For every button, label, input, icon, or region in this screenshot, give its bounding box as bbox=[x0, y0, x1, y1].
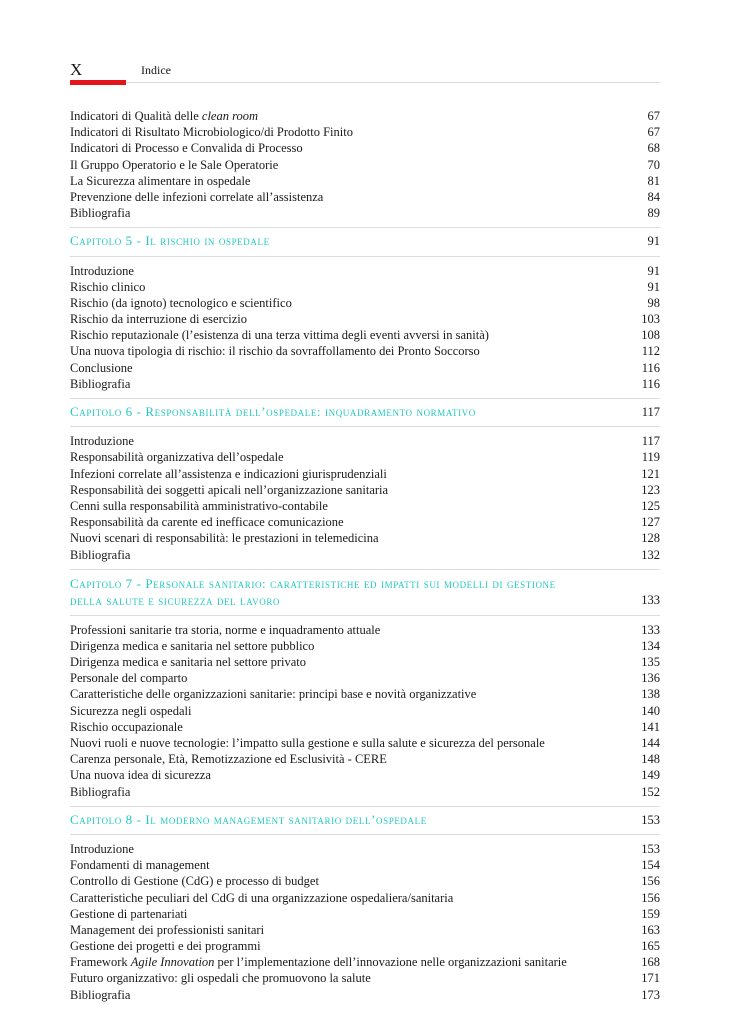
page-number: X bbox=[70, 60, 84, 79]
toc-entry-page: 119 bbox=[641, 450, 660, 465]
toc-entry-page: 171 bbox=[641, 971, 660, 986]
toc-entry-page: 134 bbox=[641, 638, 660, 653]
toc-entry[interactable] bbox=[70, 482, 660, 498]
toc-entry-title: Carenza personale, Età, Remotizzazione ed Esclusività - CERE bbox=[70, 752, 387, 767]
toc-entry-title: Personale del comparto bbox=[70, 671, 188, 686]
toc-entry-title: La Sicurezza alimentare in ospedale bbox=[70, 173, 251, 188]
toc-entry-page: 159 bbox=[641, 906, 660, 921]
toc-entry-page: 165 bbox=[641, 939, 660, 954]
toc-entry[interactable] bbox=[70, 841, 660, 857]
toc-entry[interactable] bbox=[70, 873, 660, 889]
toc-entry[interactable] bbox=[70, 530, 660, 546]
header-rule bbox=[70, 82, 660, 83]
toc-entry[interactable] bbox=[70, 376, 660, 392]
toc-entry-page: 154 bbox=[641, 858, 660, 873]
toc-entry[interactable] bbox=[70, 360, 660, 376]
toc-entry-page: 84 bbox=[647, 189, 660, 204]
toc-entry-title: Indicatori di Risultato Microbiologico/di Prodotto Finito bbox=[70, 125, 353, 140]
toc-entry-title: Bibliografia bbox=[70, 206, 131, 221]
toc-entry-page: 133 bbox=[641, 622, 660, 637]
chapter-title: Capitolo 8 - Il moderno management sanitario dell’ospedale bbox=[70, 811, 427, 827]
toc-entry-page: 156 bbox=[641, 874, 660, 889]
toc-entry-page: 116 bbox=[641, 376, 660, 391]
toc-entry-title: Caratteristiche delle organizzazioni sanitarie: principi base e novità organizzative bbox=[70, 687, 477, 702]
toc-entry[interactable] bbox=[70, 514, 660, 530]
toc-entry[interactable] bbox=[70, 140, 660, 156]
running-title: Indice bbox=[141, 63, 171, 77]
toc-entry[interactable] bbox=[70, 449, 660, 465]
toc-entry-title: Conclusione bbox=[70, 360, 133, 375]
toc-entry-title: Bibliografia bbox=[70, 987, 131, 1002]
toc-entry[interactable] bbox=[70, 719, 660, 735]
toc-entry-page: 98 bbox=[647, 295, 660, 310]
toc-entry-page: 123 bbox=[641, 482, 660, 497]
toc-entry-page: 81 bbox=[647, 173, 660, 188]
toc-entry-title: Indicatori di Processo e Convalida di Processo bbox=[70, 141, 303, 156]
chapter-page: 117 bbox=[641, 405, 660, 420]
toc-entry-title: Rischio clinico bbox=[70, 279, 146, 294]
toc-entry-title: Una nuova idea di sicurezza bbox=[70, 768, 211, 783]
toc-entry-title: Gestione di partenariati bbox=[70, 906, 188, 921]
chapter-heading-block bbox=[70, 398, 660, 427]
toc-entry-title: Indicatori di Qualità delle clean room bbox=[70, 109, 259, 123]
toc-entry-title: Responsabilità da carente ed inefficace comunicazione bbox=[70, 515, 344, 530]
toc-entry[interactable] bbox=[70, 157, 660, 173]
toc-entry[interactable] bbox=[70, 295, 660, 311]
toc-entry[interactable] bbox=[70, 938, 660, 954]
toc-entry-title: Prevenzione delle infezioni correlate all’assistenza bbox=[70, 189, 324, 204]
toc-entry[interactable] bbox=[70, 767, 660, 783]
toc-entry-page: 141 bbox=[641, 719, 660, 734]
toc-entry-page: 132 bbox=[641, 547, 660, 562]
toc-entry[interactable] bbox=[70, 498, 660, 514]
chapter-heading[interactable] bbox=[70, 404, 660, 420]
toc-entry[interactable] bbox=[70, 433, 660, 449]
toc-entry[interactable] bbox=[70, 173, 660, 189]
toc-entry[interactable] bbox=[70, 987, 660, 1003]
chapter-page: 153 bbox=[641, 812, 660, 827]
chapter-heading-continued[interactable] bbox=[70, 592, 660, 609]
chapter-heading[interactable] bbox=[70, 233, 660, 249]
toc-entry-title: Bibliografia bbox=[70, 547, 131, 562]
toc-entry[interactable] bbox=[70, 205, 660, 221]
accent-bar bbox=[70, 80, 126, 85]
toc-entry-title: Bibliografia bbox=[70, 784, 131, 799]
toc-entry-page: 156 bbox=[641, 890, 660, 905]
toc-entry-page: 117 bbox=[641, 434, 660, 449]
toc-entry-title: Fondamenti di management bbox=[70, 858, 210, 873]
toc-entry[interactable] bbox=[70, 703, 660, 719]
toc-entry[interactable] bbox=[70, 735, 660, 751]
toc-entry-title: Bibliografia bbox=[70, 376, 131, 391]
toc-entry[interactable] bbox=[70, 279, 660, 295]
toc-entry[interactable] bbox=[70, 922, 660, 938]
table-of-contents bbox=[70, 108, 660, 1003]
toc-entry[interactable] bbox=[70, 466, 660, 482]
toc-entry-page: 68 bbox=[647, 141, 660, 156]
toc-entry[interactable] bbox=[70, 890, 660, 906]
toc-entry[interactable] bbox=[70, 263, 660, 279]
toc-entry-page: 163 bbox=[641, 922, 660, 937]
toc-entry-title: Gestione dei progetti e dei programmi bbox=[70, 939, 261, 954]
toc-entry-page: 153 bbox=[641, 841, 660, 856]
toc-entry-page: 128 bbox=[641, 531, 660, 546]
toc-entry-title: Management dei professionisti sanitari bbox=[70, 922, 265, 937]
toc-entry[interactable] bbox=[70, 124, 660, 140]
toc-entry-page: 138 bbox=[641, 687, 660, 702]
toc-entry-title: Controllo di Gestione (CdG) e processo di budget bbox=[70, 874, 319, 889]
toc-entry[interactable] bbox=[70, 954, 660, 970]
toc-entry[interactable] bbox=[70, 547, 660, 563]
toc-entry-title: Dirigenza medica e sanitaria nel settore privato bbox=[70, 655, 307, 670]
chapter-heading[interactable] bbox=[70, 575, 660, 592]
toc-entry-title: Introduzione bbox=[70, 434, 134, 449]
toc-entry[interactable] bbox=[70, 857, 660, 873]
toc-entry[interactable] bbox=[70, 108, 660, 124]
toc-entry-title: Cenni sulla responsabilità amministrativo-contabile bbox=[70, 498, 328, 513]
toc-entry-title: Introduzione bbox=[70, 841, 134, 856]
chapter-page: 133 bbox=[641, 592, 660, 607]
chapter-heading-block bbox=[70, 569, 660, 616]
toc-entry[interactable] bbox=[70, 784, 660, 800]
toc-entry[interactable] bbox=[70, 906, 660, 922]
toc-entry-page: 121 bbox=[641, 466, 660, 481]
toc-entry-page: 148 bbox=[641, 752, 660, 767]
chapter-title: Capitolo 6 - Responsabilità dell’ospedale: inquadramento normativo bbox=[70, 404, 476, 420]
chapter-title-line-2: della salute e sicurezza del lavoro bbox=[70, 592, 281, 608]
toc-entry-title: Sicurezza negli ospedali bbox=[70, 703, 192, 718]
toc-entry-page: 149 bbox=[641, 768, 660, 783]
toc-entry[interactable] bbox=[70, 686, 660, 702]
toc-entry-title: Dirigenza medica e sanitaria nel settore pubblico bbox=[70, 638, 315, 653]
toc-entry[interactable] bbox=[70, 311, 660, 327]
toc-entry-page: 168 bbox=[641, 955, 660, 970]
toc-entry-page: 173 bbox=[641, 987, 660, 1002]
toc-entry-title: Una nuova tipologia di rischio: il rischio da sovraffollamento dei Pronto Soccorso bbox=[70, 344, 480, 359]
chapter-heading[interactable] bbox=[70, 812, 660, 828]
chapter-heading-block bbox=[70, 806, 660, 835]
toc-entry-title: Rischio occupazionale bbox=[70, 719, 183, 734]
toc-entry-page: 152 bbox=[641, 784, 660, 799]
toc-entry-page: 144 bbox=[641, 736, 660, 751]
toc-entry-title: Nuovi ruoli e nuove tecnologie: l’impatto sulla gestione e sulla salute e sicurezza del personale bbox=[70, 736, 545, 751]
toc-entry-page: 103 bbox=[641, 312, 660, 327]
toc-entry-page: 91 bbox=[647, 263, 660, 278]
toc-entry-page: 127 bbox=[641, 515, 660, 530]
toc-entry-page: 91 bbox=[647, 279, 660, 294]
toc-entry-title: Il Gruppo Operatorio e le Sale Operatorie bbox=[70, 157, 279, 172]
toc-entry-title: Caratteristiche peculiari del CdG di una organizzazione ospedaliera/sanitaria bbox=[70, 890, 454, 905]
toc-entry[interactable] bbox=[70, 654, 660, 670]
chapter-page: 91 bbox=[647, 234, 660, 249]
toc-entry-title: Responsabilità dei soggetti apicali nell’organizzazione sanitaria bbox=[70, 482, 389, 497]
toc-entry[interactable] bbox=[70, 970, 660, 986]
toc-entry-page: 125 bbox=[641, 498, 660, 513]
toc-entry-title: Framework Agile Innovation per l’implementazione dell’innovazione nelle organizzazioni sanitarie bbox=[70, 955, 567, 970]
chapter-title: Capitolo 5 - Il rischio in ospedale bbox=[70, 233, 270, 249]
toc-entry-title: Rischio reputazionale (l’esistenza di una terza vittima degli eventi avversi in sanità) bbox=[70, 328, 489, 343]
toc-entry-page: 136 bbox=[641, 671, 660, 686]
toc-entry[interactable] bbox=[70, 343, 660, 359]
toc-entry-page: 67 bbox=[647, 109, 660, 123]
toc-entry-page: 67 bbox=[647, 125, 660, 140]
toc-entry[interactable] bbox=[70, 670, 660, 686]
toc-entry[interactable] bbox=[70, 751, 660, 767]
chapter-heading-block bbox=[70, 227, 660, 256]
toc-entry-title: Introduzione bbox=[70, 263, 134, 278]
toc-entry[interactable] bbox=[70, 327, 660, 343]
toc-entry-page: 108 bbox=[641, 328, 660, 343]
toc-entry-page: 112 bbox=[641, 344, 660, 359]
toc-entry-title: Nuovi scenari di responsabilità: le prestazioni in telemedicina bbox=[70, 531, 379, 546]
toc-entry-page: 70 bbox=[647, 157, 660, 172]
toc-entry-title: Infezioni correlate all’assistenza e indicazioni giurisprudenziali bbox=[70, 466, 387, 481]
toc-entry-page: 89 bbox=[647, 206, 660, 221]
page-header bbox=[70, 60, 660, 86]
toc-entry-title: Rischio (da ignoto) tecnologico e scientifico bbox=[70, 295, 292, 310]
toc-entry[interactable] bbox=[70, 638, 660, 654]
toc-entry-title: Rischio da interruzione di esercizio bbox=[70, 312, 248, 327]
toc-entry[interactable] bbox=[70, 622, 660, 638]
toc-entry-title: Responsabilità organizzativa dell’ospedale bbox=[70, 450, 284, 465]
toc-entry-page: 116 bbox=[641, 360, 660, 375]
toc-entry-page: 140 bbox=[641, 703, 660, 718]
toc-entry-title: Professioni sanitarie tra storia, norme e inquadramento attuale bbox=[70, 622, 381, 637]
toc-entry[interactable] bbox=[70, 189, 660, 205]
toc-entry-page: 135 bbox=[641, 655, 660, 670]
toc-entry-title: Futuro organizzativo: gli ospedali che promuovono la salute bbox=[70, 971, 371, 986]
chapter-title-line-1: Capitolo 7 - Personale sanitario: caratteristiche ed impatti sui modelli di gestione bbox=[70, 575, 556, 591]
